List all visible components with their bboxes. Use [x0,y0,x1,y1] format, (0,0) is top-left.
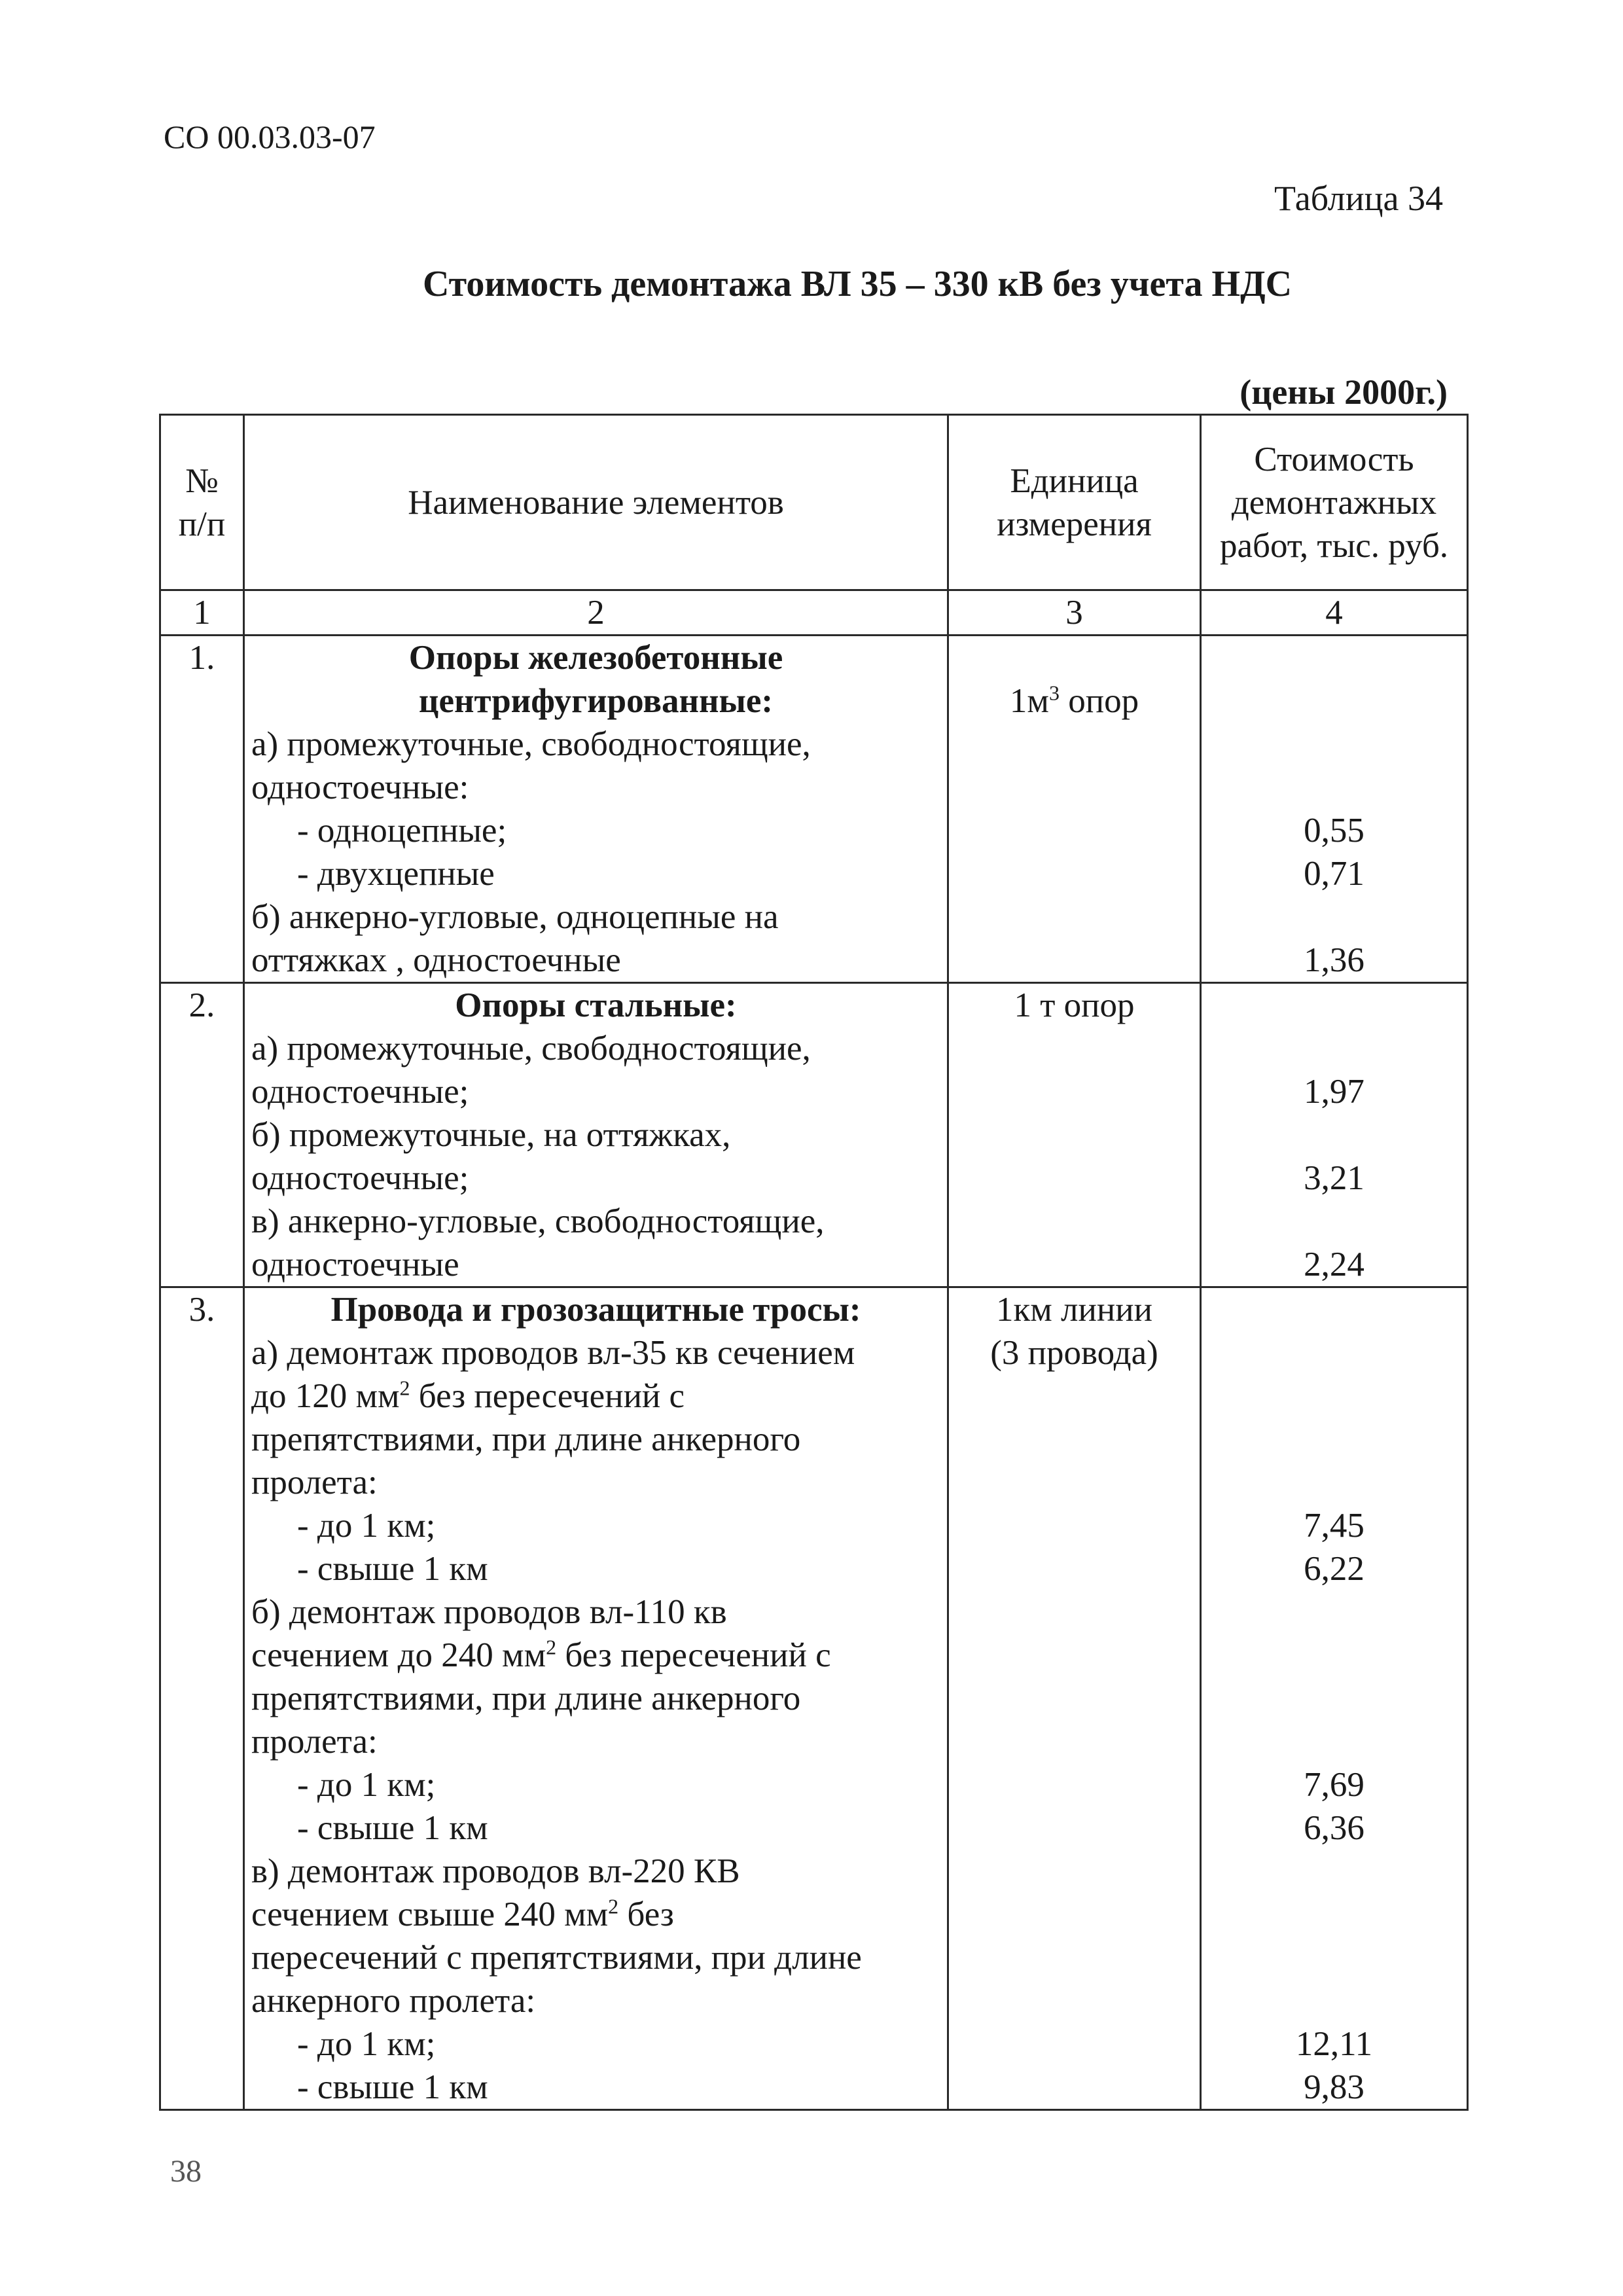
unit-cell [948,1287,1201,2110]
item-text: - свыше 1 км [297,2068,488,2106]
col-number-1: 1 [160,590,244,636]
unit-text: 1 т опор [1014,986,1135,1024]
item-text: - до 1 км; [297,1507,436,1545]
header-num: № п/п [160,415,244,590]
item-text: препятствиями, при длине анкерного [251,1420,801,1458]
item-text: сечением до 240 $мм^2$ без пересечений с [251,1635,831,1674]
item-text: препятствиями, при длине анкерного [251,1679,801,1717]
cost-value: 0,55 [1304,812,1364,850]
item-text: одностоечные; [251,1073,469,1111]
item-text: - до 1 км; [297,2025,436,2063]
row-number: 2. [160,983,244,1287]
col-number-3: 3 [948,590,1201,636]
cost-value: 1,97 [1304,1073,1364,1111]
column-number-row [160,590,1468,636]
item-text: а) промежуточные, свободностоящие, [251,725,811,763]
col-number-4: 4 [1201,590,1468,636]
table-label: Таблица 34 [1274,179,1443,218]
cost-cell [1201,983,1468,1287]
item-text: - свыше 1 км [297,1550,488,1588]
section-heading: Опоры стальные: [455,986,737,1024]
cost-value: 0,71 [1304,855,1364,893]
element-name-cell [244,1287,948,2110]
row-number: 1. [160,636,244,983]
section-heading: Провода и грозозащитные тросы: [330,1291,861,1329]
unit-cell [948,636,1201,983]
document-code: СО 00.03.03-07 [164,118,376,155]
cost-cell [1201,1287,1468,2110]
item-text: б) анкерно-угловые, одноцепные на [251,898,779,936]
price-note: (цены 2000г.) [1240,372,1448,412]
table-row [160,1287,1468,2110]
cost-value: 7,69 [1304,1766,1364,1804]
unit-text: (3 провода) [990,1334,1158,1372]
header-name: Наименование элементов [244,415,948,590]
item-text: б) демонтаж проводов вл-110 кв [251,1593,727,1631]
item-text: пролета: [251,1723,378,1761]
col-number-2: 2 [244,590,948,636]
section-heading: центрифугированные: [418,682,774,720]
header-unit: Единица измерения [948,415,1201,590]
table-header-row [160,415,1468,590]
cost-value: 2,24 [1304,1246,1364,1283]
cost-value: 1,36 [1304,941,1364,979]
item-text: в) демонтаж проводов вл-220 КВ [251,1852,740,1890]
row-number: 3. [160,1287,244,2110]
item-text: - двухцепные [297,855,495,893]
element-name-cell [244,983,948,1287]
item-text: одностоечные [251,1246,459,1283]
item-text: а) промежуточные, свободностоящие, [251,1030,811,1067]
page-number: 38 [170,2154,202,2189]
section-heading: Опоры железобетонные [408,639,783,677]
table-row [160,983,1468,1287]
unit-text: $1м^3$ опор [1009,681,1139,720]
item-text: а) демонтаж проводов вл-35 кв сечением [251,1334,855,1372]
cost-cell [1201,636,1468,983]
cost-value: 6,36 [1304,1809,1364,1847]
item-text: в) анкерно-угловые, свободностоящие, [251,1202,825,1240]
item-text: до 120 $мм^2$ без пересечений с [251,1376,685,1415]
item-text: одностоечные; [251,1159,469,1197]
item-text: б) промежуточные, на оттяжках, [251,1116,731,1154]
item-text: анкерного пролета: [251,1982,536,2020]
cost-value: 3,21 [1304,1159,1364,1197]
item-text: - свыше 1 км [297,1809,488,1847]
item-text: одностоечные: [251,768,469,806]
cost-value: 9,83 [1304,2068,1364,2106]
item-text: - одноцепные; [297,812,507,850]
item-text: пересечений с препятствиями, при длине [251,1939,862,1977]
item-text: пролета: [251,1463,378,1501]
table-row [160,636,1468,983]
element-name-cell [244,636,948,983]
item-text: сечением свыше 240 $мм^2$ без [251,1894,674,1933]
cost-value: 6,22 [1304,1550,1364,1588]
document-title: Стоимость демонтажа ВЛ 35 – 330 кВ без учета НДС [422,264,1293,304]
item-text: - до 1 км; [297,1766,436,1804]
unit-cell [948,983,1201,1287]
cost-table [159,414,1469,2111]
cost-value: 7,45 [1304,1507,1364,1545]
unit-text: 1км линии [996,1291,1152,1329]
item-text: оттяжках , одностоечные [251,941,621,979]
header-cost: Стоимость демонтажных работ, тыс. руб. [1201,415,1468,590]
cost-value: 12,11 [1295,2025,1373,2063]
